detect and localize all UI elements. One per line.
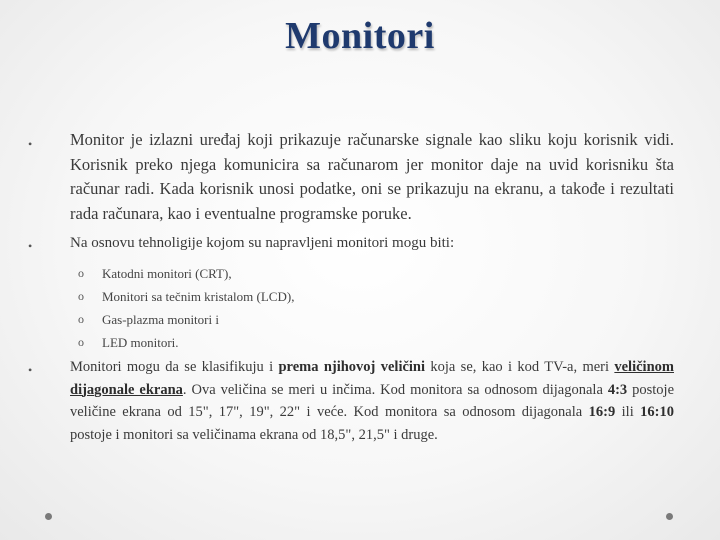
text-run: ili <box>615 404 641 420</box>
bullet-dot-icon: • <box>28 137 33 151</box>
list-item-text: Monitori sa tečnim kristalom (LCD), <box>102 289 295 304</box>
text-run: postoje veličine ekrana od 15", 17", 19", 22" i veće. Kod monitora sa odnosom dijagonala <box>70 381 675 420</box>
text-run: koja se, kao i kod TV-a, meri <box>425 359 615 375</box>
sub-bullet-icon: o <box>78 312 84 326</box>
text-run: . Ova veličina se meri u inčima. Kod monitora sa odnosom dijagonala <box>182 381 608 398</box>
slide-content <box>28 128 674 446</box>
bullet-paragraph-definition <box>28 128 674 226</box>
list-item-text: Gas-plazma monitori i <box>102 312 219 327</box>
sub-bullet-icon: o <box>78 289 84 303</box>
text-run: postoje i monitori sa veličinama ekrana od 18,5", 21,5" i druge. <box>70 426 438 443</box>
list-item <box>78 331 674 354</box>
sub-bullet-icon: o <box>78 335 84 349</box>
emphasis-diagonal: veličinom dijagonale ekrana <box>70 359 674 398</box>
corner-dot-right-icon <box>666 513 673 520</box>
monitor-types-list <box>28 262 674 354</box>
sub-bullet-icon: o <box>78 266 84 280</box>
list-item-text: LED monitori. <box>102 335 179 350</box>
bullet-paragraph-technology <box>28 232 674 254</box>
bullet-paragraph-sizes <box>28 356 674 446</box>
emphasis-ratio-4-3: 4:3 <box>607 381 628 398</box>
list-item <box>78 262 674 285</box>
text-run: Monitori mogu da se klasifikuju i <box>70 359 279 375</box>
paragraph-text: Na osnovu tehnoligije kojom su napravljeni monitori mogu biti: <box>70 235 455 251</box>
bullet-dot-icon: • <box>28 363 33 377</box>
list-item <box>78 308 674 331</box>
emphasis-ratio-16-9: 16:9 <box>588 404 616 420</box>
slide-title: Monitori <box>285 15 435 57</box>
corner-dot-left-icon <box>45 513 52 520</box>
list-item-text: Katodni monitori (CRT), <box>102 266 232 281</box>
list-item <box>78 285 674 308</box>
paragraph-text <box>70 359 674 443</box>
paragraph-text: Monitor je izlazni uređaj koji prikazuje računarske signale kao sliku koju korisnik vidi. Korisnik preko njega komunicira sa računarom jer monitor daje na uvid korisniku šta računar radi. Kada korisnik unosi podatke, oni se prikazuju na ekranu, a takođe i rezultati rada računara, kao i eventualne programske poruke. <box>70 130 674 223</box>
bullet-dot-icon: • <box>28 239 33 253</box>
emphasis-size: prema njihovoj veličini <box>278 359 426 375</box>
emphasis-ratio-16-10: 16:10 <box>640 404 674 420</box>
